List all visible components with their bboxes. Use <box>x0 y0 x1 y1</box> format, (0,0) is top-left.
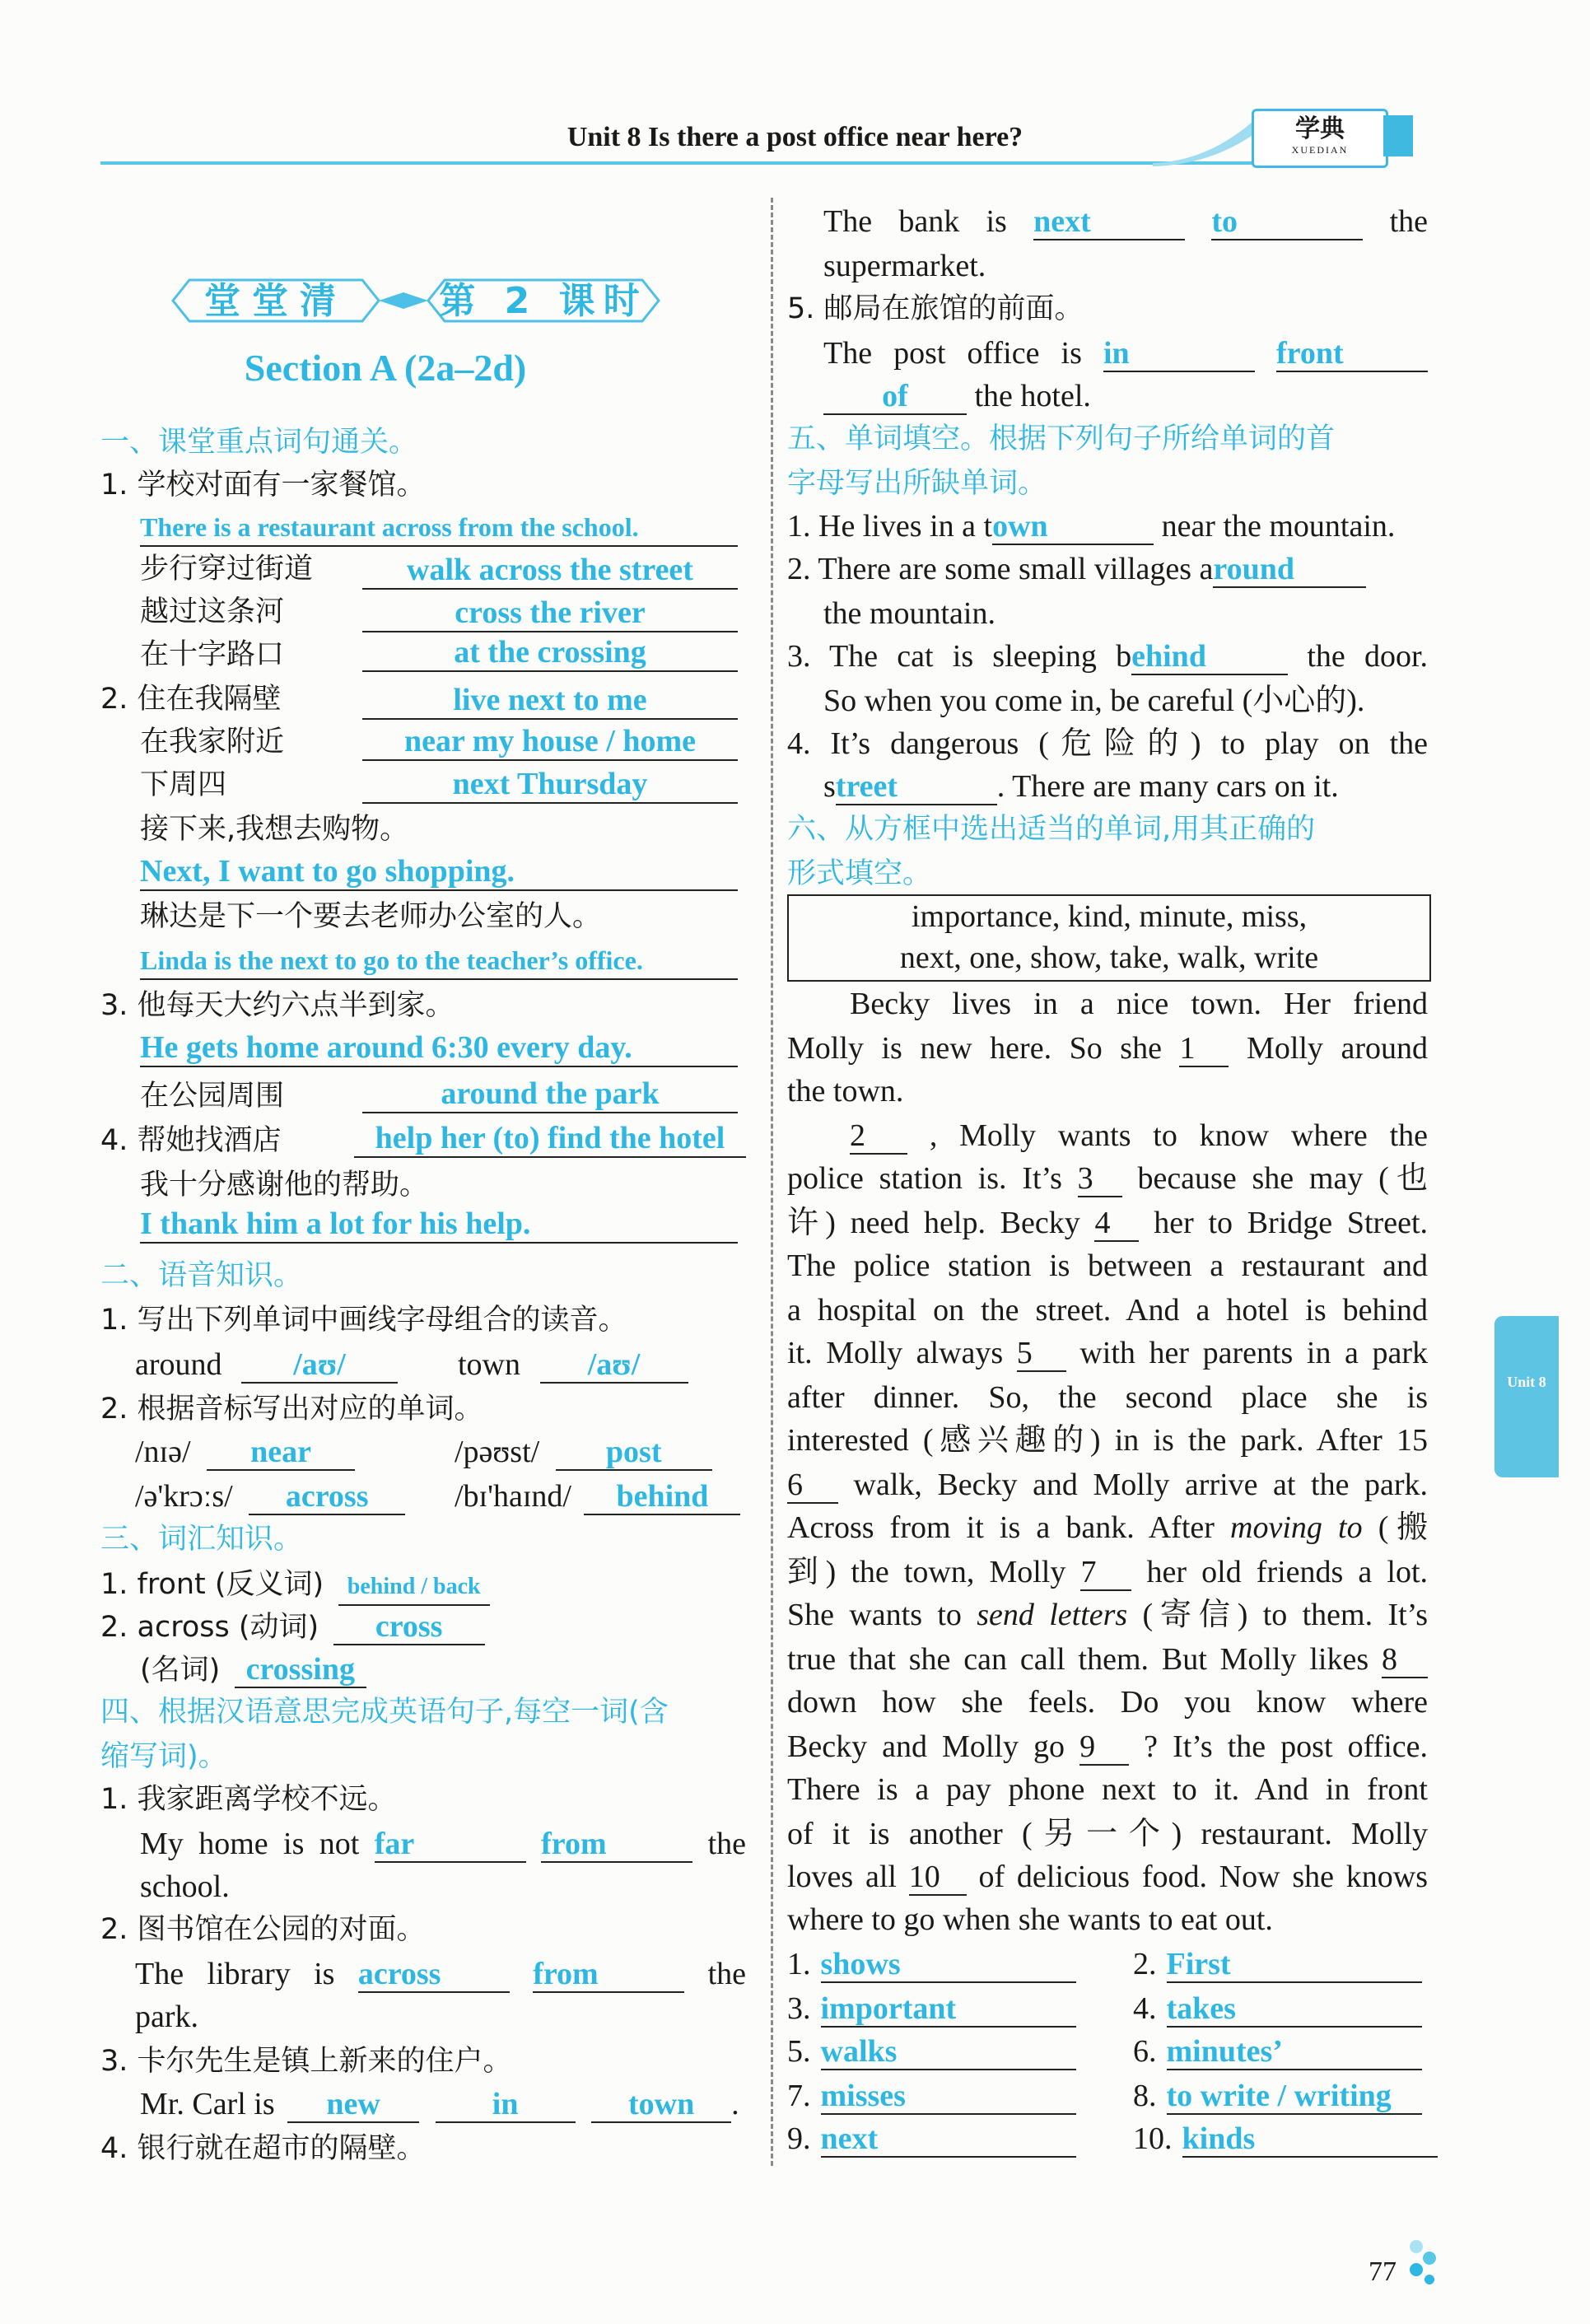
blank-7: 7 <box>1080 1556 1131 1591</box>
passage-text: true that she can call them. But Molly likes <box>787 1642 1369 1677</box>
passage-text: down how she feels. Do you know where <box>787 1685 1428 1720</box>
blank-8: 8 <box>1382 1644 1428 1678</box>
part4-s4-text: The bank is <box>823 204 1007 239</box>
part5-heading-2: 字母写出所缺单词。 <box>787 467 1047 500</box>
part3-q2: 2. across (动词) <box>100 1611 319 1644</box>
passage-text: ? It’s the post office. <box>1144 1729 1428 1764</box>
part5-s4: 4. It’s dangerous (危险的) to play on the <box>787 726 1428 761</box>
part4-b4b: to <box>1211 206 1363 240</box>
part2-q2: 2. 根据音标写出对应的单词。 <box>100 1393 483 1426</box>
answer-number: 7. <box>787 2079 811 2113</box>
blank-2: 2 <box>850 1120 907 1155</box>
passage-text: She wants to <box>787 1598 977 1632</box>
part1-a2d: Next, I want to go shopping. <box>140 853 738 891</box>
answer-value: minutes’ <box>1167 2036 1422 2070</box>
part4-s2 <box>135 1953 746 1995</box>
part4-q1: 1. 我家距离学校不远。 <box>100 1783 397 1816</box>
part3-q3-row <box>140 1649 366 1691</box>
answer-number: 2. <box>1133 1947 1157 1981</box>
part4-b3c: town <box>591 2088 731 2123</box>
answer-number: 8. <box>1133 2079 1157 2113</box>
part4-s5-row2 <box>823 376 1091 417</box>
part4-b3b: in <box>436 2088 576 2123</box>
passage-italic: send letters <box>977 1598 1128 1632</box>
column-divider <box>771 198 773 2166</box>
passage-line <box>787 1594 1428 1636</box>
answer-value: takes <box>1167 1993 1422 2028</box>
part2-ph1-row <box>135 1431 355 1472</box>
part5-heading-1: 五、单词填空。根据下列句子所给单词的首 <box>787 422 1336 455</box>
passage-text: of delicious food. Now she knows <box>978 1860 1429 1894</box>
part2-q1: 1. 写出下列单词中画线字母组合的读音。 <box>100 1304 627 1337</box>
part4-s5-text: The post office is <box>823 336 1082 371</box>
passage-italic: moving to <box>1230 1510 1363 1545</box>
logo-tab <box>1383 115 1413 156</box>
passage-text: Becky lives in a nice town. Her friend <box>850 987 1428 1021</box>
blank-1: 1 <box>1179 1033 1229 1067</box>
part4-heading-1: 四、根据汉语意思完成英语句子,每空一词(含 <box>100 1696 669 1729</box>
part1-p1: 步行穿过街道 <box>140 553 314 586</box>
answer-item <box>1133 2031 1422 2072</box>
passage-line <box>787 1464 1428 1505</box>
part4-b2a: across <box>358 1958 510 1993</box>
page-number: 77 <box>1369 2256 1396 2287</box>
part1-p2: 越过这条河 <box>140 595 285 628</box>
part1-p7: 琳达是下一个要去老师办公室的人。 <box>140 900 602 933</box>
part1-p5: 下周四 <box>140 768 227 801</box>
passage-line <box>787 1202 1428 1244</box>
passage-line <box>787 1507 1428 1548</box>
part2-word1-answer: /aʊ/ <box>241 1349 398 1384</box>
passage-text: because she may (也 <box>1137 1161 1429 1196</box>
passage-text: after dinner. So, the second place she is <box>787 1380 1428 1415</box>
answer-value: First <box>1167 1948 1422 1983</box>
part1-a4b: I thank him a lot for his help. <box>140 1206 738 1244</box>
part5-s4-prefix: s <box>823 769 836 804</box>
part5-s4-end: . There are many cars on it. <box>996 769 1339 804</box>
part2-word2: town <box>458 1347 520 1382</box>
unit-side-tab <box>1494 1316 1559 1477</box>
header-swoosh <box>1153 107 1268 166</box>
part3-q2-row <box>100 1606 485 1648</box>
part1-a1b: walk across the street <box>362 552 738 590</box>
answer-value: to write / writing <box>1167 2080 1422 2115</box>
part1-p6: 接下来,我想去购物。 <box>140 813 409 846</box>
part1-a2: live next to me <box>362 682 738 720</box>
lesson-banner <box>156 264 667 338</box>
blank-5: 5 <box>1017 1337 1066 1372</box>
word-box-line-2: next, one, show, take, walk, write <box>899 940 1319 975</box>
part3-q1: 1. front (反义词) <box>100 1568 324 1601</box>
part1-heading: 一、课堂重点词句通关。 <box>100 426 418 459</box>
part2-phonetic1: /nɪə/ <box>135 1435 191 1469</box>
part1-p4: 在我家附近 <box>140 726 285 758</box>
passage-text: interested (感兴趣的) in is the park. After 15 <box>787 1423 1428 1458</box>
part4-b5c: of <box>823 380 967 415</box>
passage-text: walk, Becky and Molly arrive at the park. <box>853 1468 1429 1502</box>
answer-value: walks <box>821 2036 1076 2070</box>
part1-a1d: at the crossing <box>362 634 738 672</box>
passage-text: of it is another (另一个) restaurant. Molly <box>787 1817 1428 1851</box>
logo-subtext: XUEDIAN <box>1291 144 1349 156</box>
part4-q4: 4. 银行就在超市的隔壁。 <box>100 2132 426 2165</box>
part2-ph2-row <box>455 1431 712 1472</box>
logo-text: 学典 <box>1295 115 1345 142</box>
part1-p9: 我十分感谢他的帮助。 <box>140 1169 429 1202</box>
part4-q5: 5. 邮局在旅馆的前面。 <box>787 292 1084 325</box>
part4-b2b: from <box>533 1958 684 1993</box>
part2-word2-answer: /aʊ/ <box>540 1349 688 1384</box>
part5-s3-text: 3. The cat is sleeping b <box>787 639 1132 674</box>
part1-p8: 在公园周围 <box>140 1080 285 1113</box>
part5-s1-end: near the mountain. <box>1161 509 1396 544</box>
passage-line <box>787 1332 1428 1374</box>
part2-ph4-row <box>455 1476 740 1517</box>
answer-value: shows <box>821 1948 1076 1983</box>
answer-item <box>1133 2118 1438 2159</box>
passage-text: The police station is between a restaurant and <box>787 1248 1428 1283</box>
part1-a4: help her (to) find the hotel <box>354 1120 746 1158</box>
passage-text: 许) need help. Becky <box>787 1206 1080 1240</box>
passage-line <box>787 1552 1428 1593</box>
part4-s1-cont: school. <box>140 1869 230 1904</box>
part3-a2: cross <box>333 1611 485 1645</box>
part1-q3: 3. 他每天大约六点半到家。 <box>100 989 455 1022</box>
answer-item <box>787 1944 1076 1985</box>
part4-s1-end: the <box>707 1827 746 1861</box>
part2-phonetic4: /bɪ'haɪnd/ <box>455 1479 571 1514</box>
answer-item <box>787 1988 1076 2029</box>
part5-s3-end: the door. <box>1307 639 1429 674</box>
part4-heading-2: 缩写词)。 <box>100 1740 227 1773</box>
answer-number: 1. <box>787 1947 811 1981</box>
part5-s2-text: 2. There are some small villages a <box>787 552 1214 586</box>
part4-s5-end: the hotel. <box>974 379 1091 413</box>
part4-s2-text: The library is <box>135 1957 335 1991</box>
blank-6: 6 <box>787 1469 838 1504</box>
part4-s4-end: the <box>1389 204 1429 239</box>
answer-number: 4. <box>1133 1991 1157 2026</box>
answer-value: important <box>821 1993 1076 2028</box>
word-box-line-1: importance, kind, minute, miss, <box>911 899 1308 934</box>
answer-number: 9. <box>787 2121 811 2156</box>
part5-s1 <box>787 506 1395 547</box>
part1-a2e: Linda is the next to go to the teacher’s office. <box>140 942 738 980</box>
part2-phonetic2: /pəʊst/ <box>455 1435 540 1469</box>
part4-s4 <box>823 201 1428 242</box>
passage-text: (搬 <box>1362 1510 1428 1545</box>
part4-q2: 2. 图书馆在公园的对面。 <box>100 1913 426 1946</box>
part4-s3-text: Mr. Carl is <box>140 2087 275 2121</box>
answer-number: 3. <box>787 1991 811 2026</box>
answer-value: next <box>821 2123 1076 2158</box>
passage-line <box>787 1115 1428 1156</box>
part1-q2: 2. 住在我隔壁 <box>100 683 282 716</box>
part4-s3 <box>140 2084 739 2125</box>
blank-4: 4 <box>1094 1207 1139 1242</box>
part4-q3: 3. 卡尔先生是镇上新来的住户。 <box>100 2045 512 2078</box>
part2-heading: 二、语音知识。 <box>100 1259 303 1292</box>
part5-s3-cont: So when you come in, be careful (小心的). <box>823 684 1365 718</box>
part4-s3-end: . <box>731 2087 739 2121</box>
part3-heading: 三、词汇知识。 <box>100 1523 303 1556</box>
passage-text: her to Bridge Street. <box>1154 1206 1428 1240</box>
answer-number: 10. <box>1133 2121 1173 2156</box>
part3-q1-row <box>100 1563 490 1606</box>
part4-b1b: from <box>541 1828 692 1863</box>
part1-a3b: around the park <box>362 1076 738 1113</box>
running-header: Unit 8 Is there a post office near here? <box>567 122 1023 152</box>
passage-text: her old friends a lot. <box>1146 1555 1428 1589</box>
passage-text: 到) the town, Molly <box>787 1555 1066 1589</box>
passage-text: a hospital on the street. And a hotel is behind <box>787 1293 1428 1328</box>
part2-word2-row <box>458 1344 688 1385</box>
answer-item <box>787 2031 1076 2072</box>
answer-value: misses <box>821 2080 1076 2115</box>
part5-s1-text: 1. He lives in a t <box>787 509 993 544</box>
blank-3: 3 <box>1078 1163 1122 1197</box>
passage-text: Becky and Molly go <box>787 1729 1065 1764</box>
part4-b4a: next <box>1033 206 1185 240</box>
part5-s3 <box>787 636 1428 677</box>
part3-q3: (名词) <box>140 1654 221 1687</box>
part3-a3: crossing <box>235 1654 366 1688</box>
passage-text: , Molly wants to know where the <box>929 1118 1428 1153</box>
publisher-logo <box>1252 109 1416 163</box>
banner-left-text: 堂堂清 <box>204 280 347 322</box>
answer-item <box>1133 1944 1422 1985</box>
answer-item <box>787 2075 1076 2116</box>
part4-s2-cont: park. <box>135 2000 199 2034</box>
passage-text: with her parents in a park <box>1079 1336 1428 1370</box>
part2-phonetic2-answer: post <box>556 1436 712 1471</box>
answer-number: 5. <box>787 2034 811 2069</box>
header-rule <box>100 161 1253 165</box>
passage-text: where to go when she wants to eat out. <box>787 1902 1273 1937</box>
passage-line <box>787 1726 1428 1767</box>
blank-9: 9 <box>1079 1731 1129 1766</box>
part1-a1c: cross the river <box>362 595 738 632</box>
unit-side-tab-label: Unit 8 <box>1507 1374 1546 1390</box>
part5-s2-end: the mountain. <box>823 596 995 631</box>
part1-a2c: next Thursday <box>362 766 738 804</box>
passage-text: There is a pay phone next to it. And in front <box>787 1772 1428 1807</box>
page-dots-ornament <box>1406 2238 1439 2284</box>
part2-phonetic3: /ə'krɔːs/ <box>135 1479 233 1514</box>
part4-s1-text: My home is not <box>140 1827 360 1861</box>
part2-ph3-row <box>135 1476 405 1517</box>
word-box <box>787 894 1431 982</box>
part6-heading-2: 形式填空。 <box>787 857 932 890</box>
passage-text: Across from it is a bank. After <box>787 1510 1231 1545</box>
part4-s1 <box>140 1823 746 1864</box>
part4-b3a: new <box>287 2088 419 2123</box>
part4-s2-end: the <box>707 1957 747 1991</box>
passage-text: loves all <box>787 1860 897 1894</box>
part1-a1: There is a restaurant across from the school. <box>140 509 738 547</box>
part6-heading-1: 六、从方框中选出适当的单词,用其正确的 <box>787 813 1316 846</box>
part5-s2 <box>787 548 1366 590</box>
part5-a3: ehind <box>1131 641 1288 675</box>
blank-10: 10 <box>909 1861 967 1896</box>
answer-item <box>1133 2075 1422 2116</box>
part4-s4-cont: supermarket. <box>823 249 986 283</box>
logo-box <box>1252 109 1388 168</box>
part1-q1: 1. 学校对面有一家餐馆。 <box>100 469 426 502</box>
passage-text: Molly is new here. So she <box>787 1031 1162 1066</box>
passage-line <box>787 1158 1428 1199</box>
part5-s4-row2 <box>823 766 1339 807</box>
section-title: Section A (2a–2d) <box>244 347 527 389</box>
answer-value: kinds <box>1182 2123 1438 2158</box>
part1-a2b: near my house / home <box>362 723 738 761</box>
passage-line <box>787 1028 1428 1069</box>
answer-number: 6. <box>1133 2034 1157 2069</box>
passage-text: the town. <box>787 1074 904 1108</box>
part4-b1a: far <box>375 1828 526 1863</box>
part4-s5 <box>823 333 1428 374</box>
part1-q4: 4. 帮她找酒店 <box>100 1124 282 1157</box>
part5-a1: own <box>992 511 1154 545</box>
part1-p3: 在十字路口 <box>140 638 285 671</box>
passage-text: it. Molly always <box>787 1336 1004 1370</box>
passage-text: (寄信) to them. It’s <box>1127 1598 1429 1632</box>
part2-phonetic4-answer: behind <box>584 1481 740 1515</box>
part5-a4: treet <box>836 771 997 805</box>
answer-item <box>787 2118 1076 2159</box>
passage-text: police station is. It’s <box>787 1161 1062 1196</box>
part2-word1-row <box>135 1344 398 1385</box>
part4-b5a: in <box>1103 338 1255 372</box>
banner-right-text: 第 2 课时 <box>439 280 648 322</box>
answer-item <box>1133 1988 1422 2029</box>
part3-a1: behind / back <box>338 1571 490 1606</box>
part2-phonetic3-answer: across <box>249 1481 405 1515</box>
passage-line <box>787 1856 1428 1897</box>
passage-line <box>787 1639 1428 1680</box>
part2-phonetic1-answer: near <box>207 1436 355 1471</box>
part4-b5b: front <box>1276 338 1428 372</box>
part1-a3: He gets home around 6:30 every day. <box>140 1029 738 1067</box>
part5-a2: round <box>1213 553 1366 588</box>
passage-line <box>787 983 1428 1024</box>
passage-text: Molly around <box>1247 1031 1428 1066</box>
part2-word1: around <box>135 1347 222 1382</box>
